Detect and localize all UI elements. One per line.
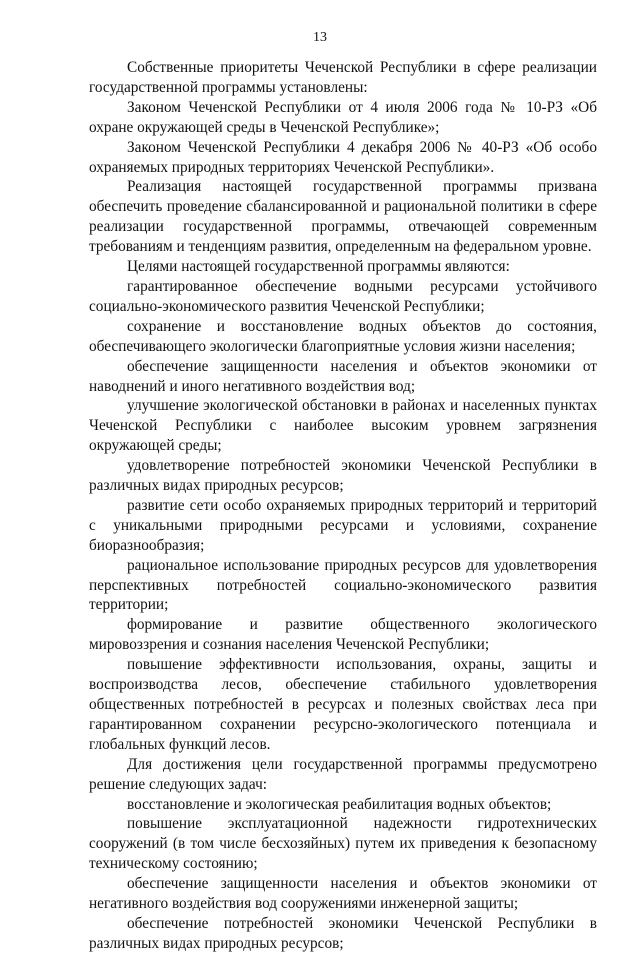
paragraph-goal: формирование и развитие общественного экологического мировоззрения и сознания населения Чеченской Республики; xyxy=(89,616,597,654)
paragraph-task: повышение эксплуатационной надежности гидротехнических сооружений (в том числе бесхозяйных) путем их приведения к безопасному техническому состоянию; xyxy=(89,815,597,873)
document-body xyxy=(89,58,597,954)
paragraph-goal: улучшение экологической обстановки в районах и населенных пунктах Чеченской Республики с наиболее высоким уровнем загрязнения окружающей среды; xyxy=(89,397,597,455)
paragraph-task: обеспечение защищенности населения и объектов экономики от негативного воздействия вод сооружениями инженерной защиты; xyxy=(89,875,597,913)
paragraph-intro: Собственные приоритеты Чеченской Республики в сфере реализации государственной программы установлены: xyxy=(89,59,597,96)
page-number: 13 xyxy=(313,30,327,45)
paragraph-goal: повышение эффективности использования, охраны, защиты и воспроизводства лесов, обеспечение стабильного удовлетворения общественных потребностей в ресурсах и полезных свойствах леса при гарантированном сохранении ресурсно-экологического потенциала и глобальных функций лесов. xyxy=(89,656,597,753)
paragraph-goals-heading: Целями настоящей государственной программы являются: xyxy=(127,258,510,276)
paragraph-task: восстановление и экологическая реабилитация водных объектов; xyxy=(127,795,552,813)
paragraph-goal: удовлетворение потребностей экономики Чеченской Республики в различных видах природных ресурсов; xyxy=(89,457,597,495)
paragraph-tasks-heading: Для достижения цели государственной программы предусмотрено решение следующих задач: xyxy=(89,755,597,793)
paragraph-goal: гарантированное обеспечение водными ресурсами устойчивого социально-экономического развития Чеченской Республики; xyxy=(89,277,597,315)
paragraph-goal: обеспечение защищенности населения и объектов экономики от наводнений и иного негативного воздействия вод; xyxy=(89,357,597,395)
paragraph-law-10rz: Законом Чеченской Республики от 4 июля 2006 года № 10-РЗ «Об охране окружающей среды в Чеченской Республике»; xyxy=(89,98,597,136)
paragraph-law-40rz: Законом Чеченской Республики 4 декабря 2006 № 40-РЗ «Об особо охраняемых природных территориях Чеченской Республики». xyxy=(89,138,597,176)
paragraph-implementation: Реализация настоящей государственной программы призвана обеспечить проведение сбалансированной и рациональной политики в сфере реализации государственной программы, отвечающей современным требованиям и тенденциям развития, определенным на федеральном уровне. xyxy=(89,178,597,256)
paragraph-goal: развитие сети особо охраняемых природных территорий и территорий с уникальными природными ресурсами и условиями, сохранение биоразнообразия; xyxy=(89,496,597,554)
paragraph-task: обеспечение потребностей экономики Чеченской Республики в различных видах природных ресурсов; xyxy=(89,914,597,952)
paragraph-goal: сохранение и восстановление водных объектов до состояния, обеспечивающего экологически благоприятные условия жизни населения; xyxy=(89,317,597,355)
paragraph-goal: рациональное использование природных ресурсов для удовлетворения перспективных потребностей социально-экономического развития территории; xyxy=(89,556,597,614)
